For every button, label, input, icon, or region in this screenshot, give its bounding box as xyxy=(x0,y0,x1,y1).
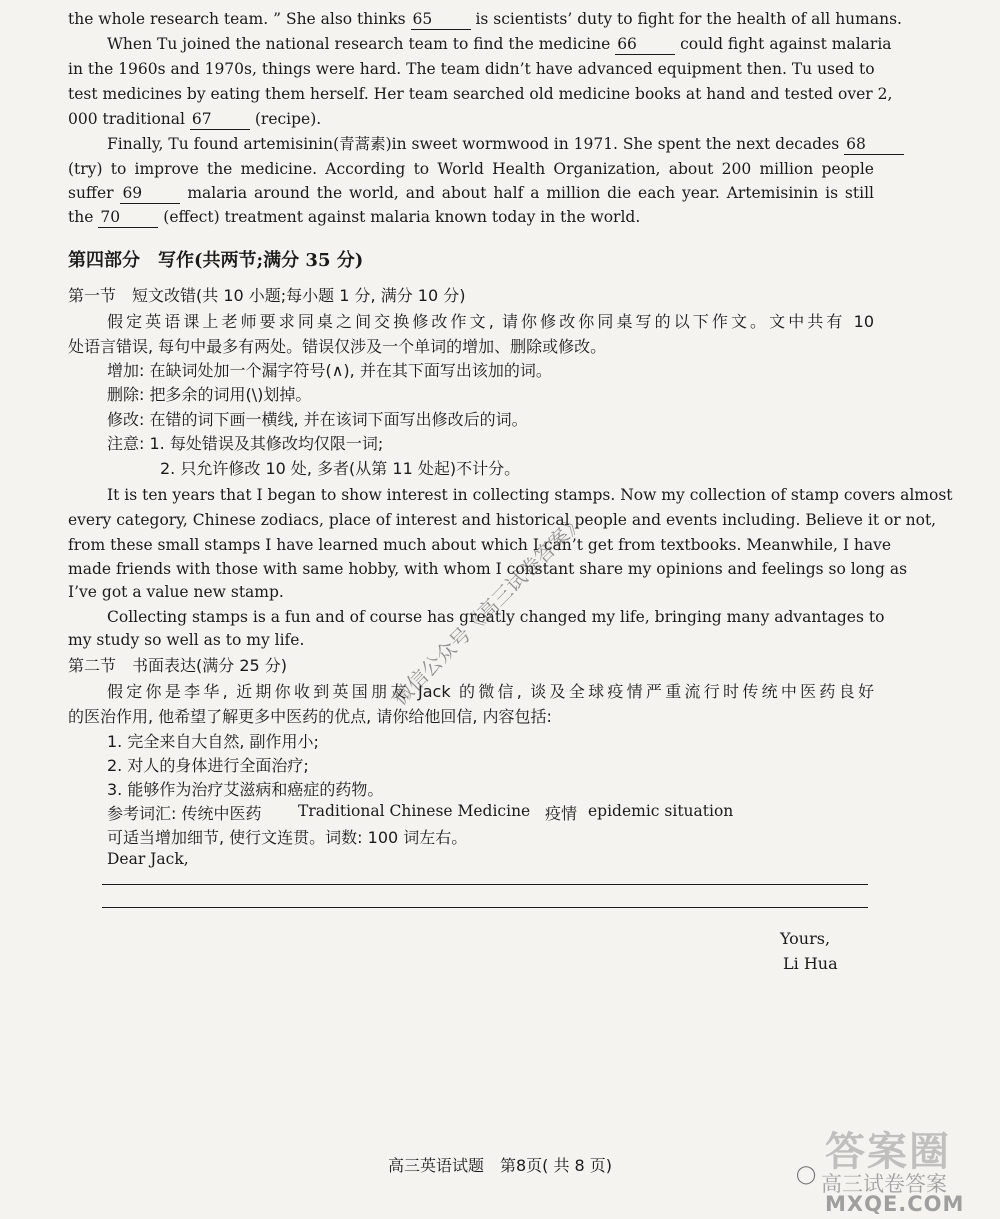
passage-line-9: the 70 (effect) treatment against malaria known today in the world. xyxy=(68,208,641,226)
answer-blank-70[interactable]: 70 xyxy=(98,207,158,228)
word-count-requirement: 可适当增加细节, 使行文连贯。词数: 100 词左右。 xyxy=(107,828,468,847)
watermark-stamp: 微信公众号《高三试卷答案》 xyxy=(387,508,589,710)
passage-line-5: 000 traditional 67 (recipe). xyxy=(68,110,322,128)
section2-prompt-1: 假定你是李华, 近期你收到英国朋友 Jack 的微信, 谈及全球疫情严重流行时传统中医药良好 xyxy=(107,682,874,701)
section2-prompt-2: 的医治作用, 他希望了解更多中医药的优点, 请你给他回信, 内容包括: xyxy=(68,707,552,726)
writing-line-1[interactable] xyxy=(102,884,868,885)
content-item-3: 3. 能够作为治疗艾滋病和癌症的药物。 xyxy=(107,780,384,799)
vocab-tcm: Traditional Chinese Medicine xyxy=(298,802,531,820)
essay-line-4: made friends with those with same hobby, with whom I constant share my opinions and feelings so long as xyxy=(68,560,908,578)
closing-yours: Yours, xyxy=(780,929,831,948)
passage-line-8: suffer 69 malaria around the world, and about half a million die each year. Artemisinin is still xyxy=(68,184,874,202)
essay-line-7: my study so well as to my life. xyxy=(68,631,305,649)
content-item-2: 2. 对人的身体进行全面治疗; xyxy=(107,756,309,775)
content-item-1: 1. 完全来自大自然, 副作用小; xyxy=(107,732,319,751)
section1-instruction-2: 处语言错误, 每句中最多有两处。错误仅涉及一个单词的增加、删除或修改。 xyxy=(68,337,607,356)
passage-line-3: in the 1960s and 1970s, things were hard. The team didn’t have advanced equipment then. Tu used to xyxy=(68,60,875,78)
passage-line-1: the whole research team. ” She also thinks 65 is scientists’ duty to fight for the health of all humans. xyxy=(68,10,902,28)
note-1: 注意: 1. 每处错误及其修改均仅限一词; xyxy=(107,434,384,453)
note-2: 2. 只允许修改 10 处, 多者(从第 11 处起)不计分。 xyxy=(160,459,521,478)
essay-line-1: It is ten years that I began to show interest in collecting stamps. Now my collection of stamp covers almost xyxy=(107,486,953,504)
essay-line-3: from these small stamps I have learned much about which I can’t get from textbooks. Meanwhile, I have xyxy=(68,536,892,554)
vocab-label: 参考词汇: 传统中医药 xyxy=(107,804,262,823)
passage-line-2: When Tu joined the national research team to find the medicine 66 could fight against malaria xyxy=(107,35,892,53)
page-footer: 高三英语试题 第8页( 共 8 页) xyxy=(387,1156,613,1175)
site-logo xyxy=(821,1120,995,1216)
section1-title: 第一节 短文改错(共 10 小题;每小题 1 分, 满分 10 分) xyxy=(68,286,466,305)
section1-instruction-1: 假定英语课上老师要求同桌之间交换修改作文, 请你修改你同桌写的以下作文。文中共有 10 xyxy=(107,312,874,331)
answer-blank-69[interactable]: 69 xyxy=(120,183,180,204)
essay-line-6: Collecting stamps is a fun and of course has greatly changed my life, bringing many advantages to xyxy=(107,608,885,626)
logo-title: 答案圈 xyxy=(825,1129,951,1175)
answer-blank-66[interactable]: 66 xyxy=(615,34,675,55)
writing-line-2[interactable] xyxy=(102,907,868,908)
vocab-epidemic-cn: 疫情 xyxy=(545,804,578,823)
logo-url: MXQE.COM xyxy=(825,1192,965,1216)
salutation: Dear Jack, xyxy=(107,850,189,868)
answer-blank-68[interactable]: 68 xyxy=(844,134,904,155)
rule-add: 增加: 在缺词处加一个漏字符号(∧), 并在其下面写出该加的词。 xyxy=(107,361,552,380)
passage-line-7: (try) to improve the medicine. According to World Health Organization, about 200 million people xyxy=(68,160,874,178)
part4-title: 第四部分 写作(共两节;满分 35 分) xyxy=(68,250,364,271)
passage-line-4: test medicines by eating them herself. Her team searched old medicine books at hand and tested over 2, xyxy=(68,85,893,103)
logo-subtitle: 高三试卷答案 xyxy=(821,1172,947,1196)
wechat-icon: ◯ xyxy=(796,1164,817,1185)
essay-line-5: I’ve got a value new stamp. xyxy=(68,583,284,601)
vocab-epidemic-en: epidemic situation xyxy=(588,802,734,820)
answer-blank-67[interactable]: 67 xyxy=(190,109,250,130)
rule-modify: 修改: 在错的词下画一横线, 并在该词下面写出修改后的词。 xyxy=(107,410,528,429)
answer-blank-65[interactable]: 65 xyxy=(411,9,471,30)
passage-line-6: Finally, Tu found artemisinin(青蒿素)in sweet wormwood in 1971. She spent the next decades 68 xyxy=(107,134,874,155)
essay-line-2: every category, Chinese zodiacs, place of interest and historical people and events including. Believe it or not, xyxy=(68,511,937,529)
rule-delete: 删除: 把多余的词用(\)划掉。 xyxy=(107,385,312,404)
closing-signature: Li Hua xyxy=(783,954,838,973)
section2-title: 第二节 书面表达(满分 25 分) xyxy=(68,656,288,675)
